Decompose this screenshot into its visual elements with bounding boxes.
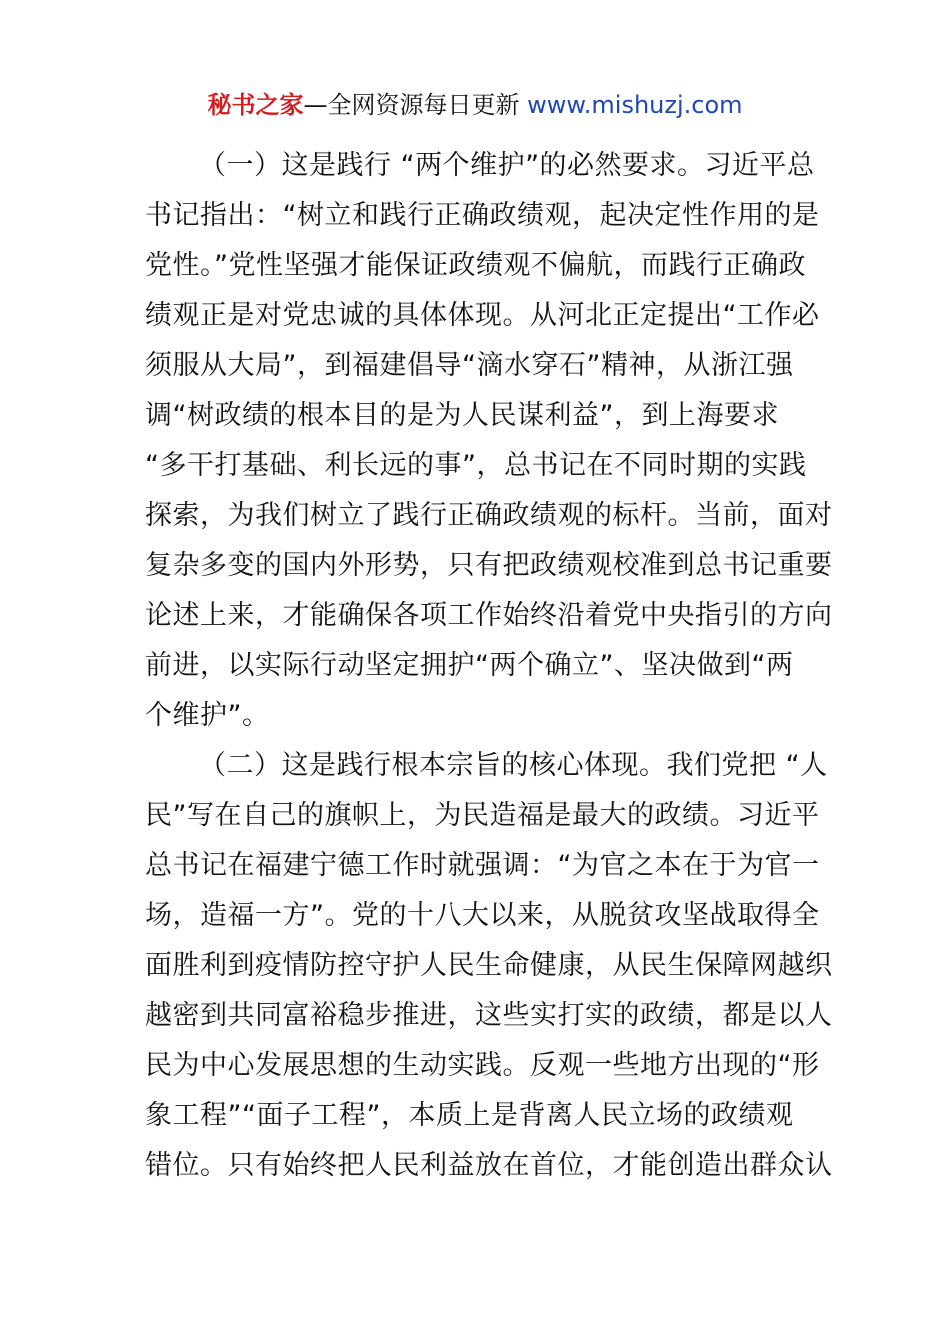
text-line: 须服从大局”，到福建倡导“滴水穿石”精神，从浙江强 [145,350,794,381]
text-line: 调“树政绩的根本目的是为人民谋利益”，到上海要求 [145,400,779,431]
text-line: 复杂多变的国内外形势，只有把政绩观校准到总书记重要 [145,550,833,581]
text-line: 面胜利到疫情防控守护人民生命健康，从民生保障网越织 [145,950,833,981]
text-line: 党性。”党性坚强才能保证政绩观不偏航，而践行正确政 [145,250,806,281]
text-line: （一）这是践行 “两个维护”的必然要求。习近平总 [199,150,815,181]
site-tagline: —全网资源每日更新 [303,91,528,119]
document-body [145,141,833,1191]
site-header [0,88,950,122]
text-line: 论述上来，才能确保各项工作始终沿着党中央指引的方向 [145,600,833,631]
text-line: 错位。只有始终把人民利益放在首位，才能创造出群众认 [145,1150,833,1181]
text-line: （二）这是践行根本宗旨的核心体现。我们党把 “人 [199,750,828,781]
text-line: 探索，为我们树立了践行正确政绩观的标杆。当前，面对 [145,500,833,531]
text-line: 总书记在福建宁德工作时就强调：“为官之本在于为官一 [145,850,820,881]
text-line: 前进，以实际行动坚定拥护“两个确立”、坚决做到“两 [145,650,794,681]
text-line: 个维护”。 [145,700,270,731]
text-line: 越密到共同富裕稳步推进，这些实打实的政绩，都是以人 [145,1000,833,1031]
site-url-link[interactable]: www.mishuzj.com [527,91,743,119]
text-line: 象工程”“面子工程”，本质上是背离人民立场的政绩观 [145,1100,794,1131]
text-line: 场，造福一方”。党的十八大以来，从脱贫攻坚战取得全 [145,900,820,931]
site-brand: 秘书之家 [207,91,304,119]
text-line: “多干打基础、利长远的事”，总书记在不同时期的实践 [145,450,807,481]
paragraph-1 [145,141,833,741]
text-line: 书记指出：“树立和践行正确政绩观，起决定性作用的是 [145,200,820,231]
paragraph-2 [145,741,833,1191]
text-line: 民为中心发展思想的生动实践。反观一些地方出现的“形 [145,1050,820,1081]
text-line: 绩观正是对党忠诚的具体体现。从河北正定提出“工作必 [145,300,820,331]
text-line: 民”写在自己的旗帜上，为民造福是最大的政绩。习近平 [145,800,820,831]
